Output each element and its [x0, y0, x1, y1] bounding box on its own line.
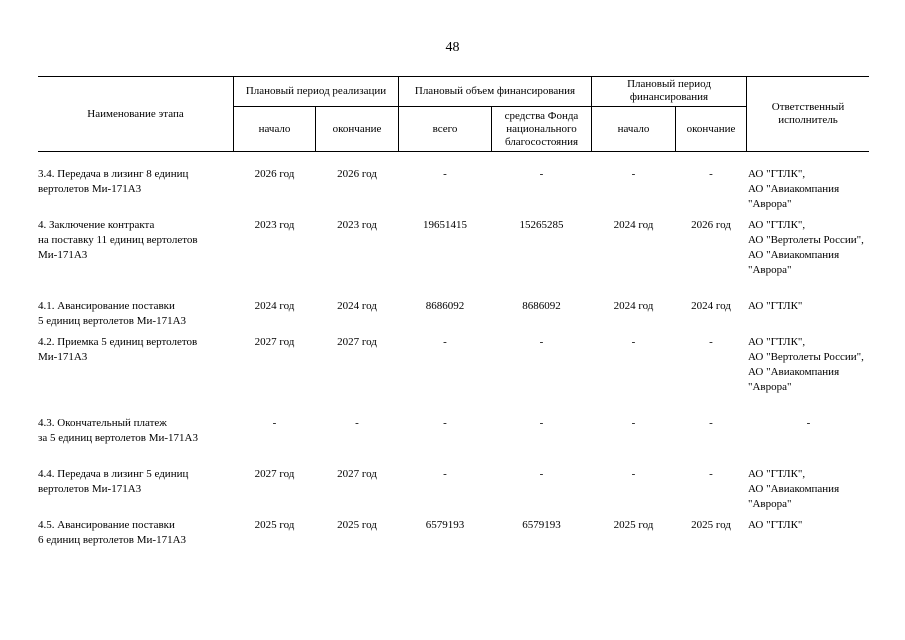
fin-total: 8686092 — [425, 300, 465, 312]
impl-start: 2027 год — [254, 468, 295, 480]
impl-start: - — [272, 417, 277, 429]
page-number: 48 — [445, 40, 460, 55]
impl-end: 2024 год — [337, 300, 377, 312]
impl-end: 2026 год — [337, 168, 377, 180]
header-fin-start: начало — [617, 122, 650, 135]
fin-start: - — [631, 336, 636, 348]
fin-fund: 6579193 — [522, 519, 561, 531]
stage-name: 4.1. Авансирование поставки 5 единиц вертолетов Ми-171А3 — [38, 300, 187, 327]
impl-end: 2025 год — [337, 519, 377, 531]
fin-total: - — [443, 468, 447, 480]
header-total: всего — [432, 122, 458, 135]
fin-start: 2024 год — [613, 219, 654, 231]
header-fin-period: Плановый период финансирования — [627, 78, 711, 103]
responsible-executor: АО "ГТЛК", АО "Авиакомпания "Аврора" — [748, 168, 840, 210]
header-end: окончание — [332, 122, 382, 135]
fin-end: 2024 год — [691, 300, 731, 312]
table-header — [38, 76, 869, 152]
fin-end: 2025 год — [691, 519, 731, 531]
fin-fund: - — [539, 168, 544, 180]
fin-end: - — [709, 336, 713, 348]
responsible-executor: - — [806, 417, 811, 429]
fin-fund: - — [539, 417, 544, 429]
responsible-executor: АО "ГТЛК", АО "Вертолеты России", АО "Авиакомпания "Аврора" — [748, 219, 864, 276]
stage-name: 4.3. Окончательный платеж за 5 единиц вертолетов Ми-171А3 — [38, 417, 198, 444]
fin-end: - — [709, 168, 713, 180]
header-impl-period: Плановый период реализации — [245, 84, 387, 97]
fin-end: - — [709, 468, 713, 480]
stage-name: 3.4. Передача в лизинг 8 единиц вертолетов Ми-171А3 — [38, 168, 189, 195]
responsible-executor: АО "ГТЛК", АО "Авиакомпания "Аврора" — [748, 468, 840, 510]
fin-total: 19651415 — [423, 219, 467, 231]
impl-end: 2027 год — [337, 336, 377, 348]
fin-start: 2024 год — [613, 300, 654, 312]
header-name: Наименование этапа — [87, 107, 184, 120]
responsible-executor: АО "ГТЛК" — [748, 300, 803, 312]
stage-name: 4.5. Авансирование поставки 6 единиц вертолетов Ми-171А3 — [38, 519, 187, 546]
header-start: начало — [258, 122, 291, 135]
fin-fund: - — [539, 336, 544, 348]
fin-fund: 15265285 — [519, 219, 564, 231]
fin-total: - — [443, 336, 447, 348]
fin-end: - — [709, 417, 713, 429]
fin-total: - — [443, 417, 447, 429]
impl-start: 2026 год — [254, 168, 295, 180]
fin-start: - — [631, 417, 636, 429]
impl-start: 2025 год — [254, 519, 295, 531]
impl-start: 2024 год — [254, 300, 295, 312]
header-fin-volume: Плановый объем финансирования — [414, 84, 576, 97]
fin-total: - — [443, 168, 447, 180]
header-fund: средства Фонда национального благосостояния — [504, 109, 579, 148]
fin-fund: - — [539, 468, 544, 480]
fin-fund: 8686092 — [522, 300, 561, 312]
stage-name: 4.4. Передача в лизинг 5 единиц вертолетов Ми-171А3 — [38, 468, 189, 495]
fin-end: 2026 год — [691, 219, 731, 231]
impl-end: 2023 год — [337, 219, 377, 231]
fin-start: - — [631, 168, 636, 180]
fin-total: 6579193 — [425, 519, 465, 531]
responsible-executor: АО "ГТЛК" — [748, 519, 803, 531]
impl-end: 2027 год — [337, 468, 377, 480]
impl-end: - — [355, 417, 359, 429]
fin-start: 2025 год — [613, 519, 654, 531]
header-fin-end: окончание — [686, 122, 736, 135]
impl-start: 2027 год — [254, 336, 295, 348]
fin-start: - — [631, 468, 636, 480]
stage-name: 4.2. Приемка 5 единиц вертолетов Ми-171А3 — [38, 336, 198, 363]
stage-name: 4. Заключение контракта на поставку 11 единиц вертолетов Ми-171А3 — [38, 219, 198, 261]
impl-start: 2023 год — [254, 219, 295, 231]
responsible-executor: АО "ГТЛК", АО "Вертолеты России", АО "Авиакомпания "Аврора" — [748, 336, 864, 393]
header-responsible: Ответственный исполнитель — [771, 101, 845, 126]
